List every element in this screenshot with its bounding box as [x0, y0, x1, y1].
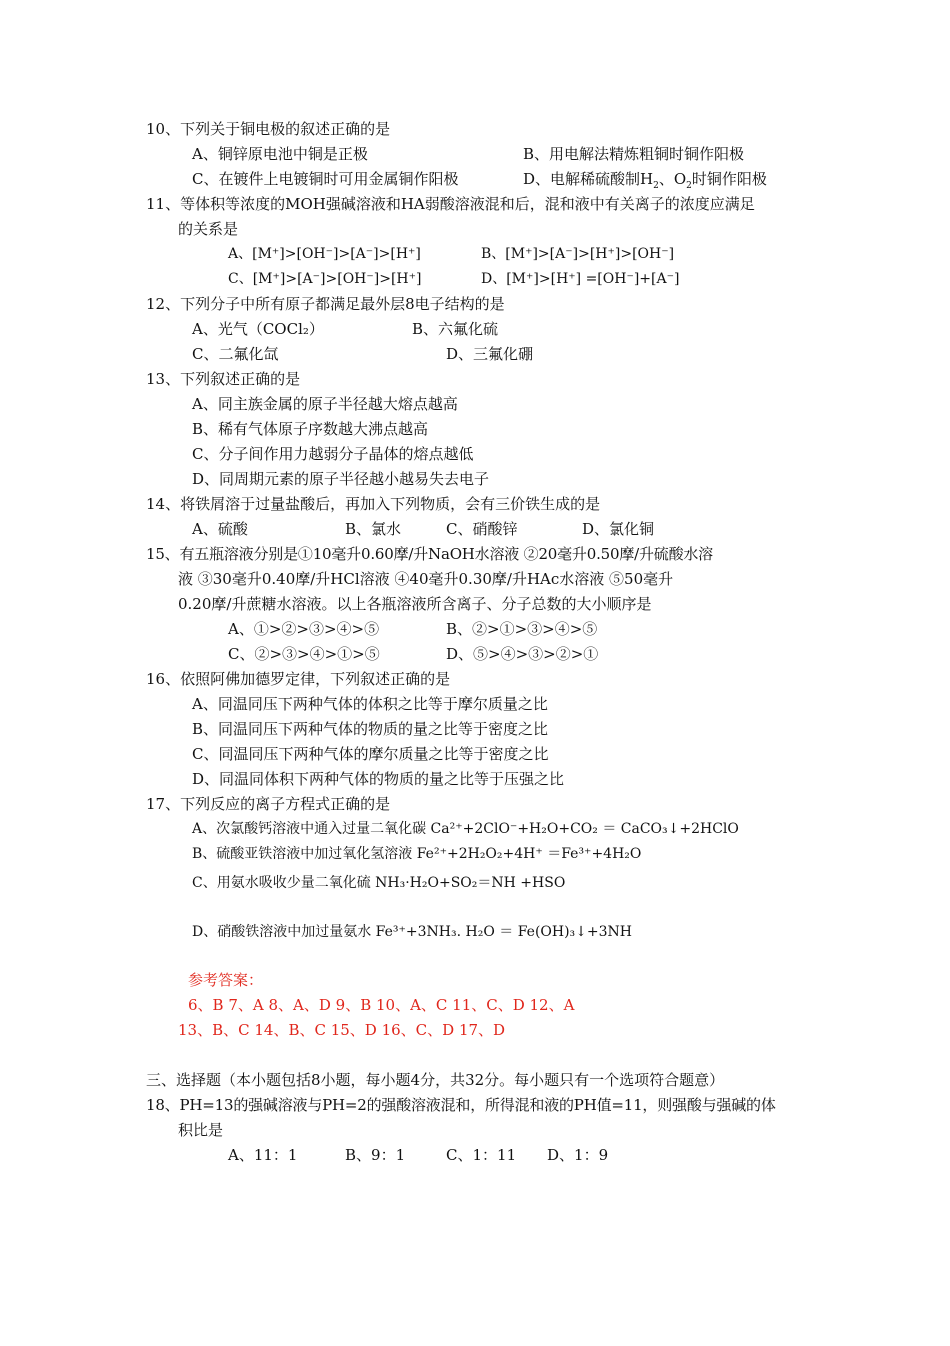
q10-d-pre: D、电解稀硫酸制H — [523, 170, 654, 188]
q11-option-d: D、[M⁺]>[H⁺] =[OH⁻]+[A⁻] — [481, 271, 680, 287]
q14-stem: 14、将铁屑溶于过量盐酸后，再加入下列物质，会有三价铁生成的是 — [146, 495, 601, 513]
q13-option-c: C、分子间作用力越弱分子晶体的熔点越低 — [192, 445, 474, 463]
q11-option-a: A、[M⁺]>[OH⁻]>[A⁻]>[H⁺] — [228, 246, 421, 262]
q12-stem: 12、下列分子中所有原子都满足最外层8电子结构的是 — [146, 295, 505, 313]
q15-stem-line2: 液 ③30毫升0.40摩/升HCl溶液 ④40毫升0.30摩/升HAc水溶液 ⑤50毫升 — [178, 570, 674, 588]
q15-stem-line3: 0.20摩/升蔗糖水溶液。以上各瓶溶液所含离子、分子总数的大小顺序是 — [178, 595, 652, 613]
q12-option-b: B、六氟化硫 — [412, 320, 499, 338]
q18-option-c: C、1：11 — [446, 1146, 517, 1164]
answers-title: 参考答案： — [188, 971, 264, 989]
q15-option-b: B、②>①>③>④>⑤ — [446, 620, 598, 638]
q10-option-d — [523, 168, 767, 190]
q18-stem-line2: 积比是 — [178, 1121, 224, 1139]
q10-option-a: A、铜锌原电池中铜是正极 — [192, 145, 368, 163]
q18-option-a: A、11：1 — [228, 1146, 298, 1164]
q15-option-d: D、⑤>④>③>②>① — [446, 645, 599, 663]
q11-stem-line2: 的关系是 — [178, 220, 239, 238]
q15-option-c: C、②>③>④>①>⑤ — [228, 645, 380, 663]
q10-d-post: 时铜作阳极 — [691, 170, 767, 188]
q16-option-c: C、同温同压下两种气体的摩尔质量之比等于密度之比 — [192, 745, 549, 763]
q10-option-c: C、在镀件上电镀铜时可用金属铜作阳极 — [192, 170, 459, 188]
q14-option-c: C、硝酸锌 — [446, 520, 518, 538]
q12-option-c: C、二氟化氙 — [192, 345, 279, 363]
q14-option-a: A、硫酸 — [192, 520, 248, 538]
q17-option-a: A、次氯酸钙溶液中通入过量二氧化碳 Ca²⁺+2ClO⁻+H₂O+CO₂ ＝ CaCO₃↓+2HClO — [192, 821, 739, 837]
q17-option-b: B、硫酸亚铁溶液中加过氧化氢溶液 Fe²⁺+2H₂O₂+4H⁺ ＝Fe³⁺+4H₂O — [192, 846, 642, 862]
q17-option-c: C、用氨水吸收少量二氧化硫 NH₃·H₂O+SO₂＝NH +HSO — [192, 875, 566, 891]
q13-stem: 13、下列叙述正确的是 — [146, 370, 301, 388]
q16-option-b: B、同温同压下两种气体的物质的量之比等于密度之比 — [192, 720, 549, 738]
q18-option-d: D、1：9 — [547, 1146, 609, 1164]
q10-d-sub1: 2 — [653, 181, 659, 191]
q16-stem: 16、依照阿佛加德罗定律，下列叙述正确的是 — [146, 670, 451, 688]
q14-option-b: B、氯水 — [345, 520, 402, 538]
q15-stem-line1: 15、有五瓶溶液分别是①10毫升0.60摩/升NaOH水溶液 ②20毫升0.50摩/升硫酸水溶 — [146, 545, 713, 563]
answers-line-2: 13、B、C 14、B、C 15、D 16、C、D 17、D — [178, 1021, 506, 1039]
q13-option-a: A、同主族金属的原子半径越大熔点越高 — [192, 395, 458, 413]
q10-option-b: B、用电解法精炼粗铜时铜作阳极 — [523, 145, 745, 163]
q18-option-b: B、9：1 — [345, 1146, 406, 1164]
q11-stem-line1: 11、等体积等浓度的MOH强碱溶液和HA弱酸溶液混和后，混和液中有关离子的浓度应满足 — [146, 195, 755, 213]
q14-option-d: D、氯化铜 — [582, 520, 655, 538]
answers-line-1: 6、B 7、A 8、A、D 9、B 10、A、C 11、C、D 12、A — [188, 996, 575, 1014]
q11-option-b: B、[M⁺]>[A⁻]>[H⁺]>[OH⁻] — [481, 246, 675, 262]
q13-option-d: D、同周期元素的原子半径越小越易失去电子 — [192, 470, 490, 488]
q18-stem-line1: 18、PH=13的强碱溶液与PH=2的强酸溶液混和，所得混和液的PH值=11，则强酸与强碱的体 — [146, 1096, 776, 1114]
section3-heading: 三、选择题（本小题包括8小题，每小题4分，共32分。每小题只有一个选项符合题意） — [146, 1071, 725, 1089]
q16-option-d: D、同温同体积下两种气体的物质的量之比等于压强之比 — [192, 770, 565, 788]
q10-stem: 10、下列关于铜电极的叙述正确的是 — [146, 120, 391, 138]
q13-option-b: B、稀有气体原子序数越大沸点越高 — [192, 420, 429, 438]
q17-stem: 17、下列反应的离子方程式正确的是 — [146, 795, 391, 813]
q11-option-c: C、[M⁺]>[A⁻]>[OH⁻]>[H⁺] — [228, 271, 422, 287]
q15-option-a: A、①>②>③>④>⑤ — [228, 620, 380, 638]
q10-d-mid: 、O — [658, 170, 687, 188]
q10-d-sub2: 2 — [686, 181, 692, 191]
q12-option-a: A、光气（COCl₂） — [192, 320, 324, 338]
q17-option-d: D、硝酸铁溶液中加过量氨水 Fe³⁺+3NH₃. H₂O ＝ Fe(OH)₃↓+3NH — [192, 924, 633, 940]
q12-option-d: D、三氟化硼 — [446, 345, 534, 363]
q16-option-a: A、同温同压下两种气体的体积之比等于摩尔质量之比 — [192, 695, 548, 713]
